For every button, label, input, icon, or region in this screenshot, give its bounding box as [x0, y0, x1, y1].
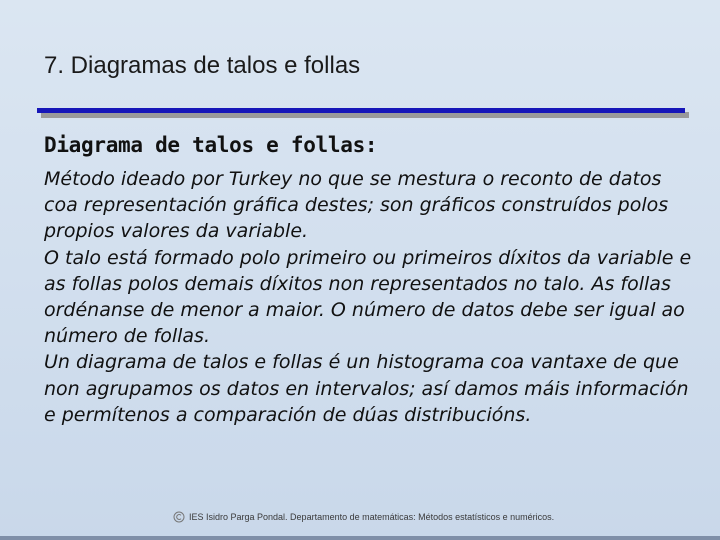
paragraph-stem-leaves: O talo está formado polo primeiro ou primeiros díxitos da variable e as follas polos demais díxitos non representados no talo. As follas ordénanse de menor a maior. O número de datos debe ser igual ao número de follas.	[44, 246, 692, 348]
copyright-icon	[173, 511, 185, 523]
paragraph-definition: Método ideado por Turkey no que se mestura o reconto de datos coa representación gráfica destes; son gráficos construídos polos propios valores da variable.	[44, 168, 669, 243]
paragraph-histogram: Un diagrama de talos e follas é un histograma coa vantaxe de que non agrupamos os datos en intervalos; así damos máis información e permítenos a comparación de dúas distribucións.	[44, 351, 689, 426]
slide-title: 7. Diagramas de talos e follas	[44, 52, 361, 79]
section-heading: Diagrama de talos e follas:	[44, 133, 378, 157]
title-rule	[37, 108, 685, 113]
bottom-border	[0, 536, 720, 540]
body-text	[44, 166, 694, 428]
footer	[173, 511, 554, 523]
footer-text: IES Isidro Parga Pondal. Departamento de matemáticas: Métodos estatísticos e numéricos.	[189, 512, 555, 522]
